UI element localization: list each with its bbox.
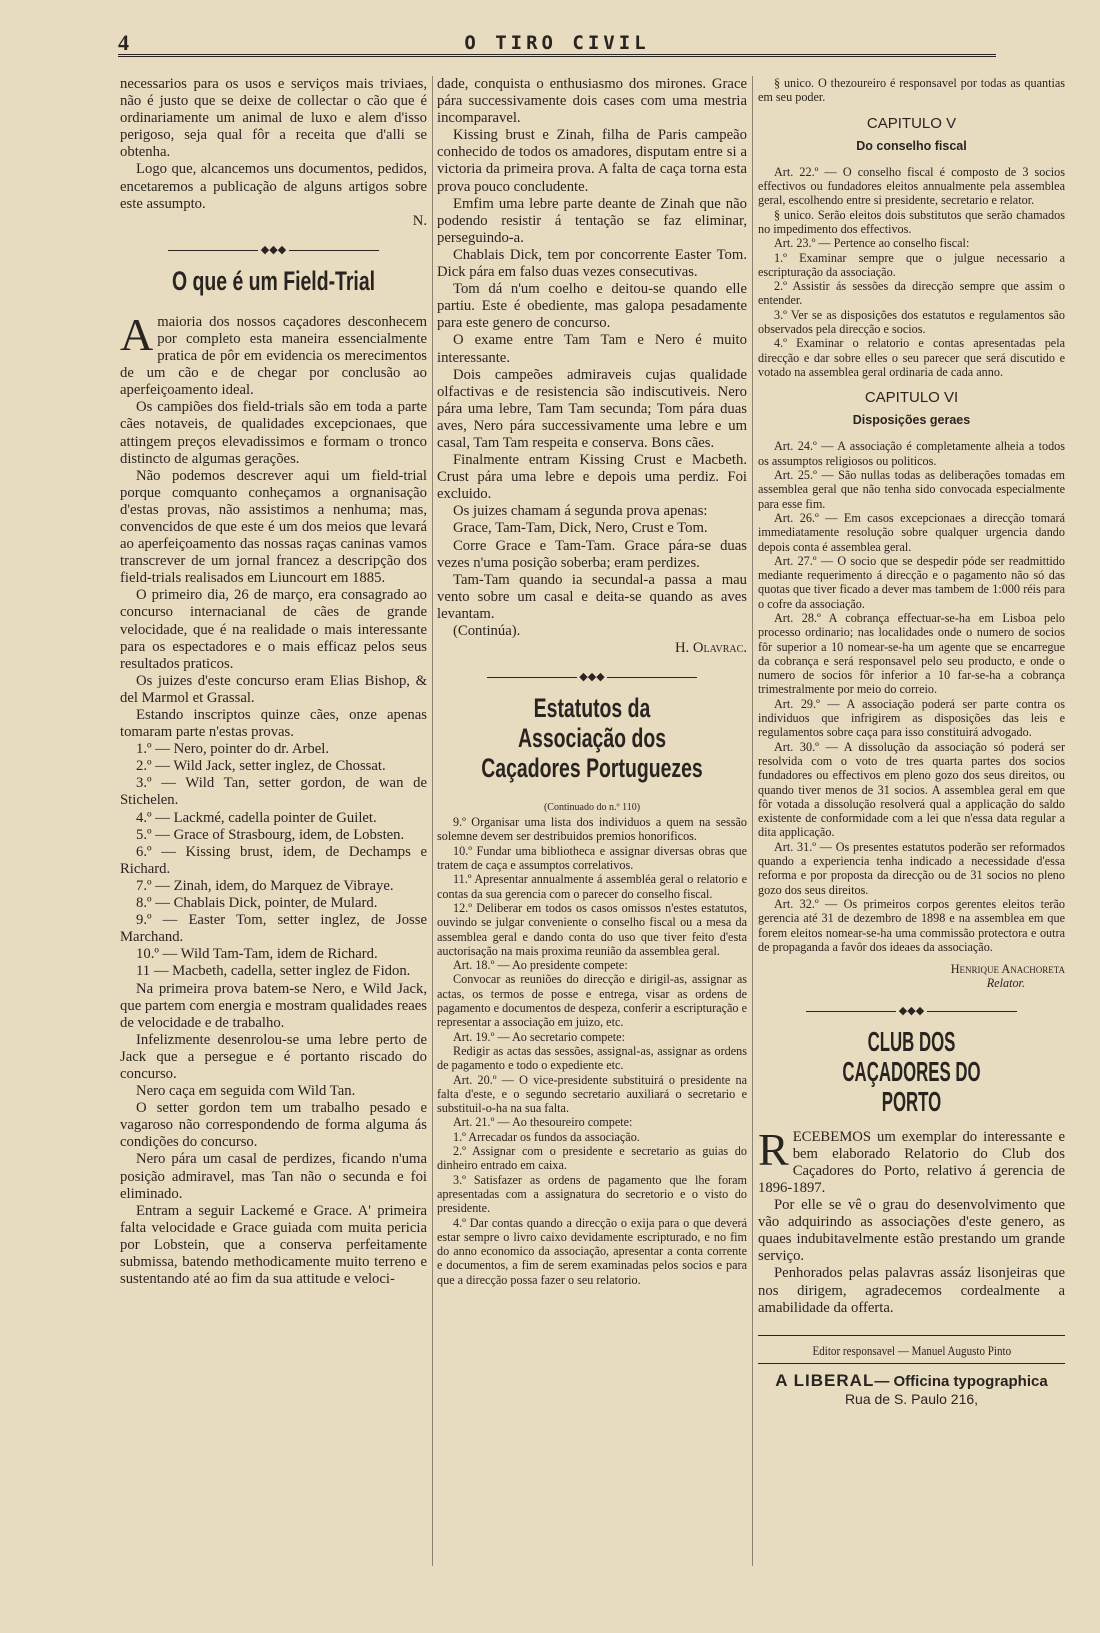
column-2 xyxy=(437,76,747,1287)
article-paragraph: Emfim uma lebre parte deante de Zinah que não podendo resistir á tentação se faz eliminar, perseguindo-a. xyxy=(437,195,747,246)
article-paragraph: Infelizmente desenrolou-se uma lebre perto de Jack que a persegue e é portanto riscado do concurso. xyxy=(120,1031,427,1082)
column-divider xyxy=(752,76,753,1566)
editor-line: Editor responsavel — Manuel Augusto Pinto xyxy=(758,1335,1065,1364)
article-paragraph: Finalmente entram Kissing Crust e Macbeth. Crust pára uma lebre e depois uma perdiz. Foi excluido. xyxy=(437,452,747,503)
statute-item: Art. 25.º — São nullas todas as deliberações tomadas em assemblea geral que não tenha sido convocada especialmente para esse fim. xyxy=(758,468,1065,511)
drop-cap: A xyxy=(120,308,154,360)
article-paragraph: Amaioria dos nossos caçadores desconhecem por completo esta maneira essencialmente pratica de pôr em evidencia os merecimentos de um cão e de chegar por conclusão ao aperfeiçoamento ideal. xyxy=(120,308,427,399)
article-paragraph: Na primeira prova batem-se Nero, e Wild Jack, que partem com energia e mostram qualidades reaes de velocidade e de trabalho. xyxy=(120,980,427,1031)
page-number: 4 xyxy=(118,30,129,55)
intro-signature: N. xyxy=(412,212,427,229)
statute-item: Art. 31.º — Os presentes estatutos poderão ser reformados quando a experiencia tenha indicado a necessidade d'essa reforma e por proposta da direcção ou de 31 socios no pleno gozo dos seus direitos. xyxy=(758,839,1065,897)
statute-item: 1.º Examinar sempre que o julgue necessario a escripturação da associação. xyxy=(758,250,1065,279)
statute-item: 1.º Arrecadar os fundos da associação. xyxy=(453,1129,640,1144)
article-title: O que é um Field-Trial xyxy=(171,265,376,296)
club-paragraph: RECEBEMOS um exemplar do interessante e bem elaborado Relatorio do Club dos Caçadores do Porto, relativo á gerencia de 1896-1897. xyxy=(758,1123,1065,1196)
statute-item: § unico. Serão eleitos dois substitutos que serão chamados no impedimento dos effectivos. xyxy=(758,207,1065,236)
column-3 xyxy=(758,76,1065,1408)
article-paragraph: Kissing brust e Zinah, filha de Paris campeão conhecido de todos os amadores, disputam entre si a victoria da primeira prova. A falta de caça torna esta prova pouco concludente. xyxy=(437,127,747,195)
club-title: CLUB DOS CAÇADORES DO PORTO xyxy=(842,1025,981,1117)
list-item: 1.º — Nero, pointer do dr. Arbel. xyxy=(136,741,330,758)
statute-item: 3.º Satisfazer as ordens de pagamento que lhe foram apresentadas com a assignatura do secretorio e o visto do presidente. xyxy=(437,1172,747,1216)
list-item: 6.º — Kissing brust, idem, de Dechamps e Richard. xyxy=(120,843,427,877)
article-paragraph: Nero caça em seguida com Wild Tan. xyxy=(136,1083,356,1100)
ornament-divider: ◆◆◆ xyxy=(437,671,747,683)
list-item: 5.º — Grace of Strasbourg, idem, de Lobsten. xyxy=(136,826,405,843)
column-divider xyxy=(432,76,433,1566)
chapter-title: CAPITULO V xyxy=(866,114,957,132)
statute-item: 10.º Fundar uma bibliotheca e assignar diversas obras que tratem de caça e assumptos correlativos. xyxy=(437,843,747,873)
article-paragraph: Os juizes d'este concurso eram Elias Bishop, & del Marmol et Grassal. xyxy=(120,672,427,706)
statute-item: Art. 21.º — Ao thesoureiro compete: xyxy=(453,1115,633,1130)
statute-item: 2.º Assignar com o presidente e secretario as guias do dinheiro entrado em caixa. xyxy=(437,1144,747,1173)
statute-item: § unico. O thezoureiro é responsavel por todas as quantias em seu poder. xyxy=(758,76,1065,105)
chapter-title: CAPITULO VI xyxy=(864,389,959,407)
article-paragraph: Chablais Dick, tem por concorrente Easter Tom. Dick pára em falso duas vezes consecutivas. xyxy=(437,246,747,281)
continua-note: (Continúa). xyxy=(453,623,521,639)
statute-item: 11.º Apresentar annualmente á assembléa geral o relatorio e contas da sua gerencia com o parecer do conselho fiscal. xyxy=(437,872,747,901)
statute-item: Art. 26.º — Em casos excepcionaes a direcção tomará immediatamente resolução sobre qualquer urgencia dando depois conta é assemblea geral. xyxy=(758,510,1065,554)
signature-role: Relator. xyxy=(986,976,1025,991)
statutes-title: Estatutos da Associação dos Caçadores Portuguezes xyxy=(481,693,703,784)
page-header xyxy=(118,30,996,57)
article-paragraph: Entram a seguir Lackemé e Grace. A' primeira falta velocidade e Grace guiada com muita pericia por Lobstein, que a conserva perfeitamente submissa, batendo methodicamente muito terreno e sustentando até ao fim da sua attitude e veloci- xyxy=(120,1202,427,1288)
printer-line: A LIBERAL— Officina typographica xyxy=(775,1370,1048,1390)
statute-item: Art. 28.º A cobrança effectuar-se-ha em Lisboa pelo processo ordinario; nas localidades onde o numero de socios fôr superior a 10 nomear-se-ha um agente que se encarregue da cobrança e será responsavel pelo seu producto, e onde o numero de socios fôr inferior a 10 far-se-ha a cobrança trimestralmente por meio do correio. xyxy=(758,610,1065,697)
list-item: 4.º — Lackmé, cadella pointer de Guilet. xyxy=(136,809,377,826)
column-1 xyxy=(120,76,427,1288)
statute-item: Art. 29.º — A associação poderá ser parte contra os individuos que infrigirem as disposições das leis e regulamentos sobre caça para isso constituirá advogado. xyxy=(758,696,1065,740)
intro-paragraph: Logo que, alcancemos uns documentos, pedidos, encetaremos a publicação de alguns artigos sobre este assumpto. xyxy=(120,161,427,212)
list-item: 9.º — Easter Tom, setter inglez, de Josse Marchand. xyxy=(120,912,427,946)
article-paragraph: dade, conquista o enthusiasmo dos mirones. Grace pára successivamente dois cases com uma mestria incomparavel. xyxy=(437,76,747,127)
statute-item: Art. 20.º — O vice-presidente substituirá o presidente na falta d'este, e o segundo secretario auxiliará o secretario e substituil-o-ha na sua falta. xyxy=(437,1072,747,1116)
ornament-divider: ◆◆◆ xyxy=(120,244,427,256)
list-item: 11 — Macbeth, cadella, setter inglez de Fidon. xyxy=(136,963,411,980)
statute-item: Art. 23.º — Pertence ao conselho fiscal: xyxy=(774,236,970,251)
article-paragraph: Nero pára um casal de perdizes, ficando n'uma posição admiravel, mas Tan não o secunda e foi eliminado. xyxy=(120,1151,427,1202)
statute-item: Art. 18.º — Ao presidente compete: xyxy=(453,958,628,973)
article-paragraph: Estando inscriptos quinze cães, onze apenas tomaram parte n'estas provas. xyxy=(120,707,427,741)
statute-item: 3.º Ver se as disposições dos estatutos e regulamentos são observados pela direcção e socios. xyxy=(758,307,1065,337)
statute-item: 4.º Dar contas quando a direcção o exija para o que deverá estar sempre o livro caixo devidamente escripturado, e no fim do anno economico da associação, apresentar a conta corrente e documentos, a fim de serem examinadas pelos socios e para que a direcção possa fazer o seu relatorio. xyxy=(437,1215,747,1287)
chapter-subtitle: Do conselho fiscal xyxy=(856,138,967,153)
statute-item: 12.º Deliberar em todos os casos omissos n'estes estatutos, ouvindo se julgar conveniente o conselho fiscal ou a mesa da assembleа geral e dando conta do uso que tiver feito d'esta auctorisação na mais proxima reunião da assemblea geral. xyxy=(437,900,747,958)
article-paragraph: Não podemos descrever aqui um field-trial porque comquanto conheçamos a orgnanisação d'estas provas, não assistimos a nenhuma; mas, convencidos de que este é um dos meios que levará ao aperfeiçoamento das nossas raças caninas vamos transcrever de um jornal francez a descripção dos field-trials realisados em Liuncourt em 1885. xyxy=(120,467,427,587)
statute-item: Art. 22.º — O conselho fiscal é composto de 3 socios effectivos ou fundadores eleitos annualmente pela assemblea geral, escolhendo entre si presidente, secretario e relator. xyxy=(758,164,1065,208)
article-paragraph: Os juizes chamam á segunda prova apenas: xyxy=(453,503,708,520)
statute-item: 4.º Examinar o relatorio e contas apresentadas pela direcção e dar sobre elles o seu parecer que será discutido e votado na assemblea geral ordinaria de cada anno. xyxy=(758,336,1065,379)
list-item: 3.º — Wild Tan, setter gordon, de wan de Stichelen. xyxy=(120,775,427,809)
statute-item: Art. 32.º — Os primeiros corpos gerentes eleitos terão gerencia até 31 de dezembro de 1898 e na assemblea em que forem eleitos nomear-se-ha uma commissão protectora e outra de propaganda a favôr dos ideaes da associação. xyxy=(758,896,1065,954)
list-item: 7.º — Zinah, idem, do Marquez de Vibraye. xyxy=(136,877,394,894)
statute-item: 2.º Assistir ás sessões da direcção sempre que assim o entender. xyxy=(758,279,1065,308)
statute-item: 9.º Organisar uma lista dos individuos a quem na sessão solemne devem ser destribuidos premios honorificos. xyxy=(437,815,747,844)
article-paragraph: O setter gordon tem um trabalho pesado e vagaroso não correspondendo de forma alguma ás condições do concurso. xyxy=(120,1100,427,1151)
article-paragraph: Grace, Tam-Tam, Dick, Nero, Crust e Tom. xyxy=(453,520,708,537)
article-paragraph: Tom dá n'um coelho e deitou-se quando elle partiu. Este é obediente, mas galopa pesadamente para este genero de concurso. xyxy=(437,281,747,332)
article-paragraph: Tam-Tam quando ia secundal-a passa a mau vento sobre um casal e deita-se quando as aves levantam. xyxy=(437,571,747,622)
masthead: O TIRO CIVIL xyxy=(464,32,650,54)
statute-item: Art. 19.º — Ao secretario compete: xyxy=(453,1029,625,1044)
drop-cap: R xyxy=(758,1123,789,1175)
club-paragraph: Penhorados pelas palavras assáz lisonjeiras que nos dirigem, agradecemos cordealmente a amabilidade da offerta. xyxy=(758,1265,1065,1316)
continued-note: (Continuado do n.º 110) xyxy=(543,802,641,814)
list-item: 10.º — Wild Tam-Tam, idem de Richard. xyxy=(136,946,378,963)
article-paragraph: Dois campeões admiraveis cujas qualidade olfactivas e de resistencia são indiscutiveis. Nero pára uma lebre, Tam Tam secunda; Tom pára duas aves, Nero pára successivamente uma lebre e um casal, Tam Tam respeita e conserva. Bons cães. xyxy=(437,366,747,451)
article-paragraph: Corre Grace e Tam-Tam. Grace pára-se duas vezes n'uma posição soberba; eram perdizes. xyxy=(437,537,747,571)
statute-item: Convocar as reuniões do direcção e dirigil-as, assignar as actas, os termos de posse e entrega, visar as ordens de pagamento e documentos de despeza, conferir a escripturação e representar a associação em juizo, etc. xyxy=(437,972,747,1030)
article-paragraph: Os campiões dos field-trials são em toda a parte cães notaveis, de qualidades excepcionaes, que attingem preços elevadissimos e formam o tronco distincto de algumas gerações. xyxy=(120,399,427,467)
club-paragraph: Por elle se vê o grau do desenvolvimento que vão adquirindo as associações d'este genero, as quaes indubitavelmente estão prestando um grande serviço. xyxy=(758,1197,1065,1265)
statute-item: Art. 30.º — A dissolução da associação só poderá ser resolvida com o voto de tres quarta partes dos socios fundadores ou effectivos em pleno gozo dos seus direitos, ou quando tiver menos de 31 socios. A assemblea geral em que fôr votada a dissolução resolverá qual a applicação do saldo existente de conformidade com a lei que n'essa data regular a dita applicação. xyxy=(758,739,1065,840)
list-item: 2.º — Wild Jack, setter inglez, de Chossat. xyxy=(136,758,386,775)
chapter-subtitle: Disposições geraes xyxy=(852,413,971,428)
list-item: 8.º — Chablais Dick, pointer, de Mulard. xyxy=(136,895,378,912)
statute-item: Art. 27.º — O socio que se despedir póde ser readmittido mediante requerimento á direcção e o pagamento não só das quotas que tiver ficado a dever mas tambem de 1:000 réis para o cofre da associação. xyxy=(758,553,1065,611)
signature-name: Henrique Anachoreta xyxy=(950,962,1065,977)
article-paragraph: O primeiro dia, 26 de março, era consagrado ao concurso internacianal de cães de grande velocidade, que é na realidade o mais interessante para os espectadores e o mais efficaz pelos seus resultados praticos. xyxy=(120,587,427,672)
ornament-divider: ◆◆◆ xyxy=(758,1005,1065,1017)
article-paragraph: O exame entre Tam Tam e Nero é muito interessante. xyxy=(437,332,747,366)
statute-item: Art. 24.º — A associação é completamente alheia a todos os assumptos religiosos ou politicos. xyxy=(758,439,1065,468)
printer-address: Rua de S. Paulo 216, xyxy=(844,1390,979,1407)
statute-item: Redigir as actas das sessões, assignal-as, assignar as ordens de pagamento e todo o expediente etc. xyxy=(437,1043,747,1073)
article-signature: H. Olavrac. xyxy=(674,640,747,657)
intro-paragraph: necessarios para os usos e serviços mais triviaes, não é justo que se deixe de collectar o cão que é ordinariamente um animal de luxo e alem d'isso perigoso, seja qual fôr a receita que d'alli se obtenha. xyxy=(120,76,427,161)
